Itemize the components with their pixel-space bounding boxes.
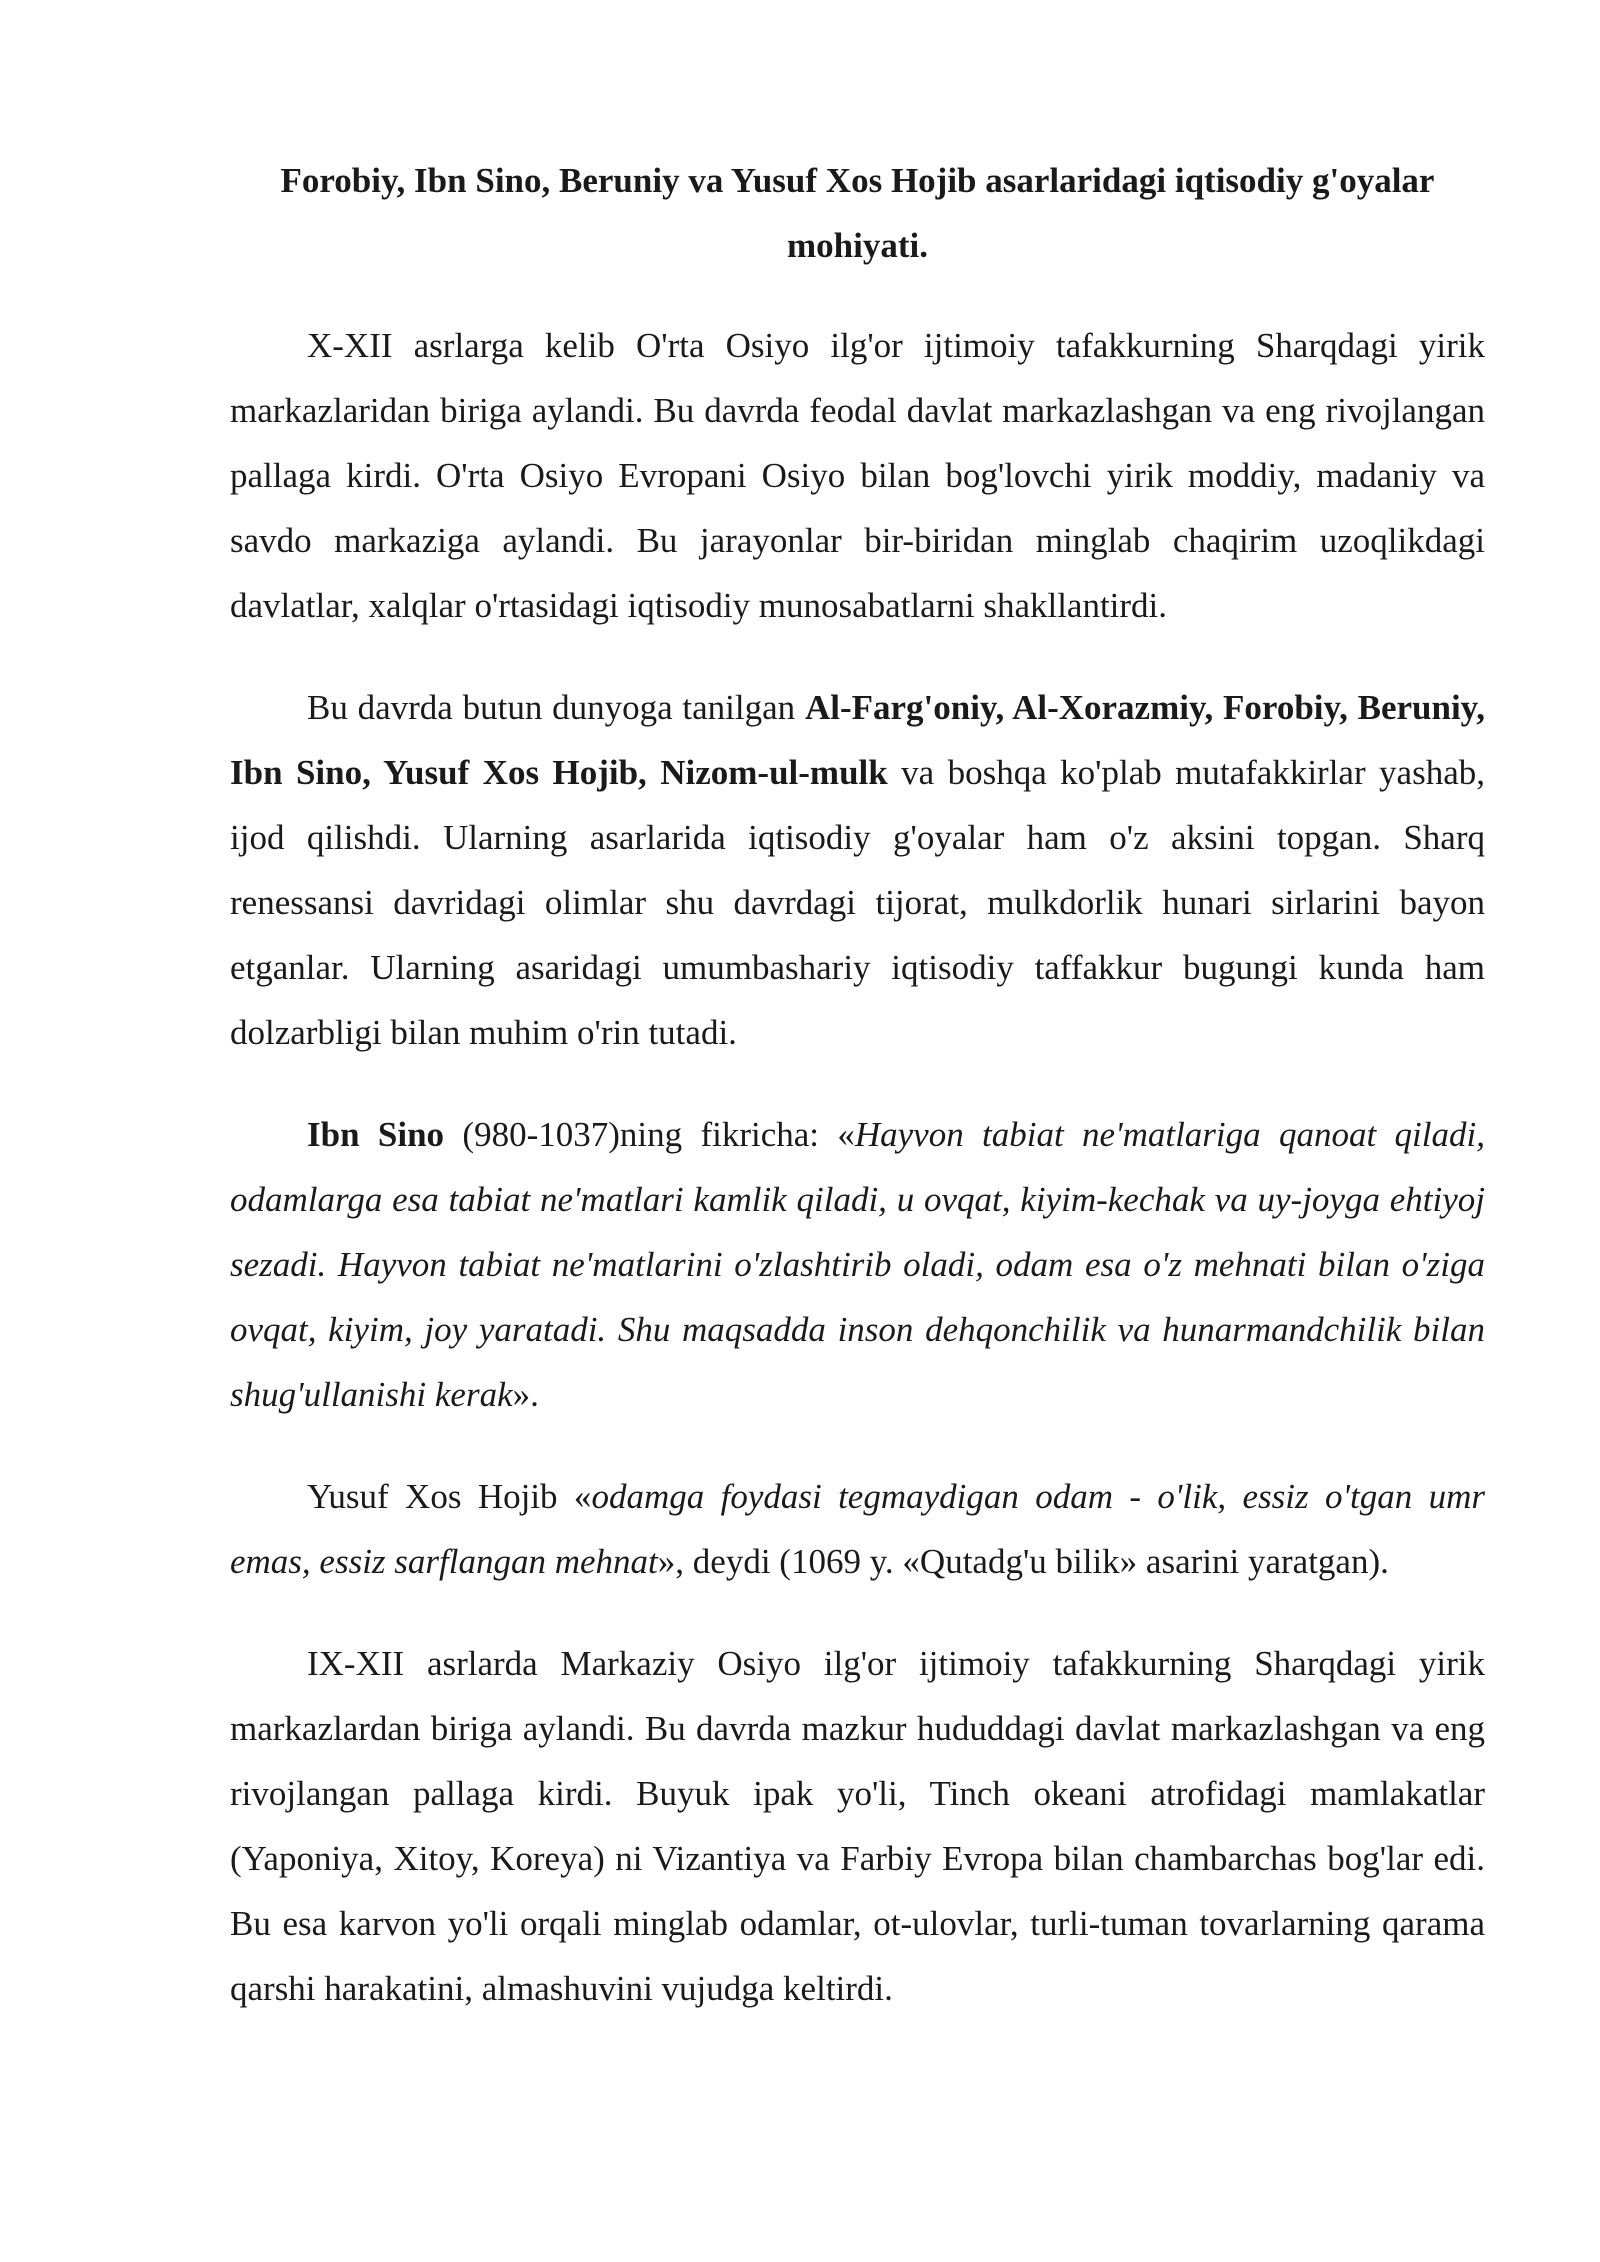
- yusuf-quote: odamga foydasi tegmaydigan odam - o'lik, essiz o'tgan umr emas, essiz sarflangan mehnat: [230, 1477, 1485, 1581]
- document-title: Forobiy, Ibn Sino, Beruniy va Yusuf Xos Hojib asarlaridagi iqtisodiy g'oyalar mohiyati.: [280, 161, 1435, 265]
- paragraph-3-lead: (980-1037)ning fikricha: «: [444, 1115, 855, 1154]
- paragraph-4-lead: Yusuf Xos Hojib «: [307, 1477, 592, 1516]
- paragraph-3: [230, 1102, 1485, 1427]
- paragraph-2: [230, 675, 1485, 1065]
- paragraph-5: IX-XII asrlarda Markaziy Osiyo ilg'or ijtimoiy tafakkurning Sharqdagi yirik markazlardan biriga aylandi. Bu davrda mazkur hududdagi davlat markazlashgan va eng rivojlangan pallaga kirdi. Buyuk ipak yo'li, Tinch okeani atrofidagi mamlakatlar (Yaponiya, Xitoy, Koreya) ni Vizantiya va Farbiy Evropa bilan chambarchas bog'lar edi. Bu esa karvon yo'li orqali minglab odamlar, ot-ulovlar, turli-tuman tovarlarning qarama qarshi harakatini, almashuvini vujudga keltirdi.: [230, 1644, 1485, 2008]
- ibn-sino-name: Ibn Sino: [307, 1115, 445, 1154]
- paragraph-2-rest: va boshqa ko'plab mutafakkirlar yashab, ijod qilishdi. Ularning asarlarida iqtisodiy g'oyalar ham o'z aksini topgan. Sharq renessansi davridagi olimlar shu davrdagi tijorat, mulkdorlik hunari sirlarini bayon etganlar. Ularning asaridagi umumbashariy iqtisodiy taffakkur bugungi kunda ham dolzarbligi bilan muhim o'rin tutadi.: [230, 753, 1485, 1052]
- document-page: [230, 148, 1485, 2058]
- paragraph-1: X-XII asrlarga kelib O'rta Osiyo ilg'or ijtimoiy tafakkurning Sharqdagi yirik markazlaridan biriga aylandi. Bu davrda feodal davlat markazlashgan va eng rivojlangan pallaga kirdi. O'rta Osiyo Evropani Osiyo bilan bog'lovchi yirik moddiy, madaniy va savdo markaziga aylandi. Bu jarayonlar bir-biridan minglab chaqirim uzoqlikdagi davlatlar, xalqlar o'rtasidagi iqtisodiy munosabatlarni shakllantirdi.: [230, 326, 1485, 625]
- paragraph-4: [230, 1464, 1485, 1594]
- paragraph-2-intro: Bu davrda butun dunyoga tanilgan: [307, 688, 805, 727]
- ibn-sino-quote: Hayvon tabiat ne'matlariga qanoat qiladi, odamlarga esa tabiat ne'matlari kamlik qiladi, u ovqat, kiyim-kechak va uy-joyga ehtiyoj sezadi. Hayvon tabiat ne'matlarini o'zlashtirib oladi, odam esa o'z mehnati bilan o'ziga ovqat, kiyim, joy yaratadi. Shu maqsadda inson dehqonchilik va hunarmandchilik bilan shug'ullanishi kerak: [230, 1115, 1485, 1414]
- paragraph-4-tail: », deydi (1069 y. «Qutadg'u bilik» asarini yaratgan).: [657, 1542, 1389, 1581]
- paragraph-3-tail: ».: [512, 1375, 539, 1414]
- scholar-names: Al-Farg'oniy, Al-Xorazmiy, Forobiy, Beruniy, Ibn Sino, Yusuf Xos Hojib, Nizom-ul-mulk: [230, 688, 1485, 792]
